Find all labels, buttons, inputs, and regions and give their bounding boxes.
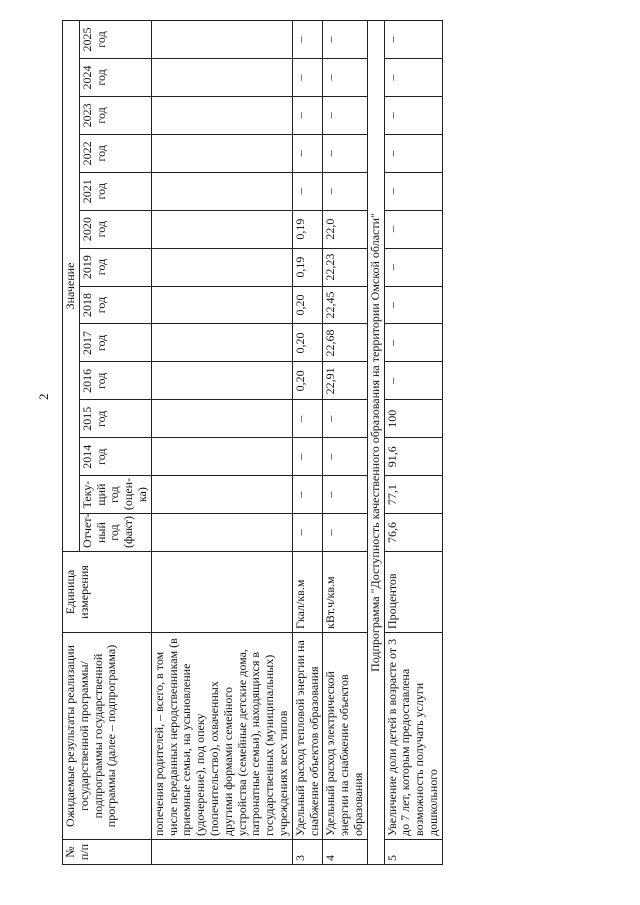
row-value-cell: 91,6 [384, 438, 442, 476]
col-year-header: 2018 год [79, 286, 151, 324]
row-name-cell: Удельный расход электрической энергии на снабжение объектов образования [323, 633, 367, 840]
row-value-cell [151, 438, 292, 476]
table-row [323, 21, 367, 865]
row-value-cell: – [323, 59, 367, 97]
row-num-cell: 4 [323, 840, 367, 865]
col-reporting-header: Отчет-ный год (факт) [79, 514, 151, 552]
col-year-header: 2016 год [79, 362, 151, 400]
row-value-cell: – [323, 21, 367, 59]
row-value-cell: – [323, 476, 367, 514]
row-value-cell: – [292, 59, 323, 97]
row-unit-cell: кВт.ч/кв.м [323, 552, 367, 633]
results-table [62, 20, 443, 865]
row-value-cell: – [292, 134, 323, 172]
row-value-cell [151, 134, 292, 172]
row-num-cell: 3 [292, 840, 323, 865]
row-value-cell: – [384, 286, 442, 324]
col-name-header: Ожидаемые результаты реализации государственной программы/подпрограммы государственной программы (далее – подпрограмма) [63, 633, 152, 840]
row-value-cell: – [384, 248, 442, 286]
row-unit-cell: Гкал/кв.м [292, 552, 323, 633]
row-value-cell [151, 172, 292, 210]
col-year-header: 2023 год [79, 96, 151, 134]
row-value-cell [151, 210, 292, 248]
row-value-cell: – [292, 96, 323, 134]
table-row [384, 21, 442, 865]
row-value-cell [151, 21, 292, 59]
row-value-cell [151, 514, 292, 552]
row-value-cell: – [292, 172, 323, 210]
row-value-cell: – [384, 324, 442, 362]
col-year-header: 2015 год [79, 400, 151, 438]
subprogram-title: Подпрограмма "Доступность качественного образования на территории Омской области" [367, 21, 384, 865]
col-year-header: 2024 год [79, 59, 151, 97]
row-value-cell [151, 96, 292, 134]
col-num-header: № п/п [63, 840, 152, 865]
row-value-cell: – [384, 134, 442, 172]
row-value-cell: – [323, 514, 367, 552]
row-value-cell: 100 [384, 400, 442, 438]
results-table-container [62, 20, 622, 865]
row-value-cell: 77,1 [384, 476, 442, 514]
row-value-cell: 22,91 [323, 362, 367, 400]
row-value-cell: 0,20 [292, 324, 323, 362]
row-value-cell: 22,0 [323, 210, 367, 248]
row-value-cell: 0,19 [292, 248, 323, 286]
row-name-cell: попечения родителей, – всего, в том числе переданных неродственникам (в приемные семьи, на усыновление (удочерение), под опеку (попечительство), охваченных другими формами семейного устройства (семейные детские дома, патронатные семьи), находящихся в государственных (муниципальных) учреждениях всех типов [151, 633, 292, 840]
col-year-header: 2020 год [79, 210, 151, 248]
row-value-cell: – [384, 210, 442, 248]
row-value-cell: – [323, 96, 367, 134]
row-value-cell [151, 248, 292, 286]
row-value-cell [151, 400, 292, 438]
table-row [151, 21, 292, 865]
row-value-cell: – [384, 21, 442, 59]
table-row [292, 21, 323, 865]
row-value-cell: – [292, 438, 323, 476]
row-value-cell [151, 362, 292, 400]
col-year-header: 2022 год [79, 134, 151, 172]
row-value-cell [151, 286, 292, 324]
row-value-cell: – [323, 400, 367, 438]
value-group-header: Значение [63, 21, 80, 552]
col-year-header: 2017 год [79, 324, 151, 362]
row-value-cell: – [292, 400, 323, 438]
row-value-cell: 22,23 [323, 248, 367, 286]
row-name-cell: Увеличение доли детей в возрасте от 3 до 7 лет, которым предоставлена возможность получать услуги дошкольного [384, 633, 442, 840]
row-value-cell: – [292, 514, 323, 552]
row-value-cell [151, 324, 292, 362]
row-value-cell: – [384, 96, 442, 134]
row-num-cell [151, 840, 292, 865]
col-year-header: 2014 год [79, 438, 151, 476]
col-year-header: 2025 год [79, 21, 151, 59]
row-value-cell: – [384, 172, 442, 210]
row-unit-cell [151, 552, 292, 633]
row-value-cell: – [323, 438, 367, 476]
row-value-cell: 0,19 [292, 210, 323, 248]
row-value-cell [151, 59, 292, 97]
row-value-cell: 0,20 [292, 286, 323, 324]
row-num-cell: 5 [384, 840, 442, 865]
col-current-header: Теку-щий год (оцен-ка) [79, 476, 151, 514]
row-value-cell: – [384, 362, 442, 400]
row-value-cell [151, 476, 292, 514]
row-value-cell: 22,68 [323, 324, 367, 362]
col-year-header: 2019 год [79, 248, 151, 286]
col-unit-header: Единица измерения [63, 552, 152, 633]
row-unit-cell: Процентов [384, 552, 442, 633]
row-value-cell: – [323, 172, 367, 210]
row-value-cell: 0,20 [292, 362, 323, 400]
row-value-cell: – [292, 21, 323, 59]
page-number: 2 [36, 393, 51, 400]
row-value-cell: – [323, 134, 367, 172]
row-value-cell: – [384, 59, 442, 97]
row-value-cell: 22,45 [323, 286, 367, 324]
row-value-cell: 76,6 [384, 514, 442, 552]
row-name-cell: Удельный расход тепловой энергии на снабжение объектов образования [292, 633, 323, 840]
row-value-cell: – [292, 476, 323, 514]
col-year-header: 2021 год [79, 172, 151, 210]
